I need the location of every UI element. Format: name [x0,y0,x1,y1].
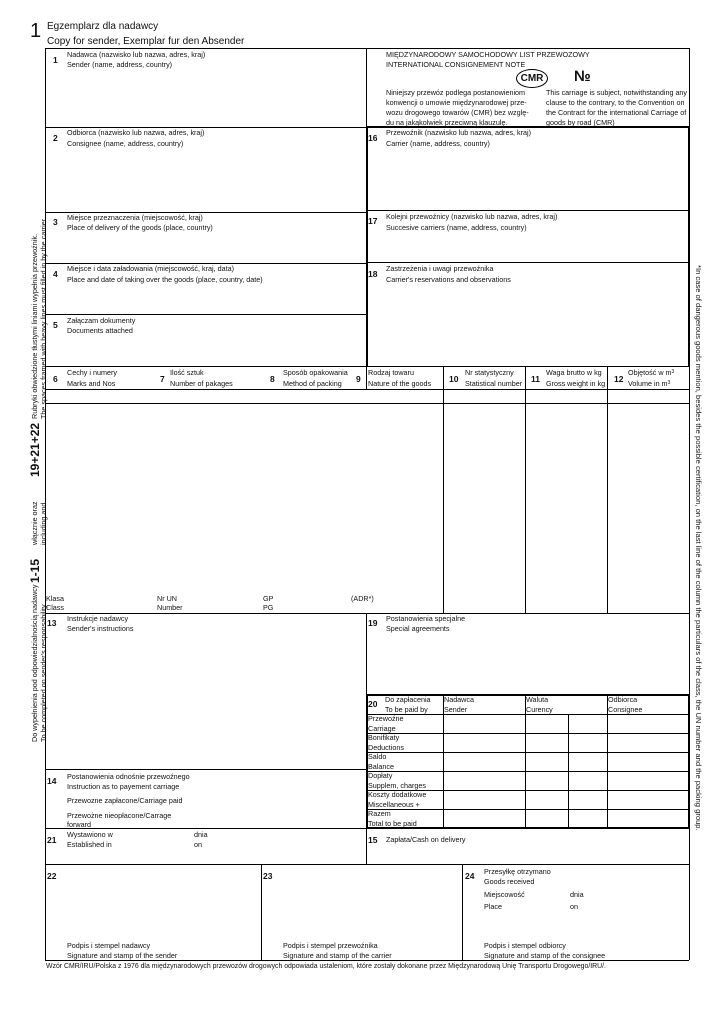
field-17-label-pl: Kolejni przewoźnicy (nazwisko lub nazwa, adres, kraj) [386,212,558,221]
cmr-clause-pl-4: du na jakąkolwiek przeciwną klauzulę. [386,118,508,127]
payment-row-carriage-pl: Przewoźne [368,714,404,723]
field-24-number: 24 [465,871,475,881]
col-12-number: 12 [614,374,624,384]
field-24-sig-pl: Podpis i stempel odbiorcy [484,941,566,950]
col-6-label-en: Marks and Nos [67,379,116,388]
col-9-label-en: Nature of the goods [368,379,432,388]
field-19-number: 19 [368,618,378,628]
field-20-number: 20 [368,699,378,709]
field-16-label-pl: Przewoźnik (nazwisko lub nazwa, adres, kraj) [386,128,532,137]
field-3-number: 3 [53,217,58,227]
cmr-title-pl: MIĘDZYNARODOWY SAMOCHODOWY LIST PRZEWOZOWY [386,50,590,59]
form-title-pl: Egzemplarz dla nadawcy [47,21,159,32]
cmr-title-en: INTERNATIONAL CONSIGNEMENT NOTE [386,60,526,69]
col-6-label-pl: Cechy i numery [67,368,117,377]
margin-heavy-lines-pl: Rubryki obwiedzione tłustymi liniami wypełnia przewoźnik. [30,234,39,419]
col-7-label-pl: Ilość sztuk [170,368,204,377]
col-11-label-pl: Waga brutto w kg [546,368,602,377]
field-1-label-en: Sender (name, address, country) [67,60,173,69]
col-7-label-en: Number of pakages [170,379,233,388]
margin-heavy-lines-en: The spaces framed with heavy lines must filled in by the carrier. [39,217,48,419]
payment-row-misc-en: Miscellaneous + [368,800,420,809]
col-11-number: 11 [531,374,540,384]
field-22-sig-pl: Podpis i stempel nadawcy [67,941,151,950]
divider-4-5 [45,314,366,315]
heavy-right-16-18 [688,126,690,366]
field-24-place-en: Place [484,902,502,911]
goods-col-div-9 [366,366,367,389]
volume-unit-superscript: 3 [671,369,675,375]
payment-row-5 [366,809,689,810]
margin-range-1-15: 1-15 [28,558,42,583]
volume-unit-superscript-en: 3 [667,380,671,386]
field-22-number: 22 [47,871,57,881]
frame-bottom [45,960,689,961]
cmr-logo-icon: CMR [516,69,548,88]
divider-21-22 [45,864,689,865]
goods-header-bottom [45,389,689,390]
field-17-number: 17 [368,216,378,226]
payment-row-carriage-en: Carriage [368,724,396,733]
footer-note: Wzór CMR/IRU/Polska z 1976 dla międzynarodowych przewozów drogowych odpowiada ustaleniom, które zostały dokonane przez Międzynarodową Unię Transportu Drogowego/IRU/. [46,963,606,970]
number-symbol: № [574,68,591,85]
field-23-sig-pl: Podpis i stempel przewoźnika [283,941,378,950]
copy-number: 1 [30,20,42,42]
field-24-label-en: Goods received [484,877,535,886]
col-10-number: 10 [449,374,459,384]
cmr-clause-pl-1: Niniejszy przewóz podlega postanowieniom [386,88,526,97]
adr-class-pl: Klasa [46,594,64,603]
cmr-clause-en-1: This carriage is subject, notwithstanding any [546,88,688,97]
field-22-sig-en: Signature and stamp of the sender [67,951,178,960]
divider-23-24 [462,864,463,960]
cmr-clause-pl-3: wozu drogowego towarów (CMR) bez wzglę- [386,108,529,117]
goods-col-div-11 [525,366,526,613]
col-9-number: 9 [356,374,361,384]
payment-col-sender-en: Sender [444,705,468,714]
goods-row-line [45,403,689,404]
payment-row-balance-en: Balance [368,762,394,771]
field-3-label-pl: Miejsce przeznaczenia (miejscowość, kraj) [67,213,203,222]
heavy-left-16-18 [366,126,368,366]
field-24-label-pl: Przesyłkę otrzymano [484,867,551,876]
payment-row-head [366,714,689,715]
field-2-label-en: Consignee (name, address, country) [67,139,184,148]
col-8-number: 8 [270,374,275,384]
field-19-label-pl: Postanowienia specjalne [386,614,466,623]
payment-row-total-pl: Razem [368,809,391,818]
field-18-label-pl: Zastrzeżenia i uwagi przewoźnika [386,264,494,273]
payment-to-pay-pl: Do zapłacenia [385,695,431,704]
col-8-label-pl: Sposób opakowania [283,368,348,377]
adr-un-en: Number [157,603,183,612]
field-14-carriage-forward-pl: Przewożne nieopłacone/Carrage [67,811,172,820]
cmr-clause-en-3: the Contract for the international Carriage of [546,108,687,117]
col-8-label-en: Method of packing [283,379,342,388]
field-3-label-en: Place of delivery of the goods (place, country) [67,223,213,232]
adr-class-en: Class [46,603,64,612]
payment-row-total-en: Total to be paid [368,819,417,828]
payment-col-sender-pl: Nadawca [444,695,474,704]
col-6-number: 6 [53,374,58,384]
field-21-date-en: on [194,840,202,849]
frame-left [45,48,46,960]
margin-incl-pl: włącznie oraz [30,501,39,545]
field-1-number: 1 [53,55,58,65]
field-5-label-en: Documents attached [67,326,133,335]
field-14-label-pl: Postanowienia odnośnie przewoźnego [67,772,190,781]
field-14-number: 14 [47,776,57,786]
cmr-clause-en-4: goods by road (CMR) [546,118,615,127]
margin-range-19-21-22: 19+21+22 [28,422,42,477]
field-24-place-pl: Miejscowość [484,890,525,899]
col-12-label-en: Volume in $m^3$ [628,379,671,388]
goods-bottom [45,613,689,614]
field-14-label-en: Instruction as to payement carriage [67,782,180,791]
col-9-label-pl: Rodzaj towaru [368,368,414,377]
col-10-label-pl: Nr statystyczny [465,368,514,377]
payment-col-consignee-en: Consignee [608,705,643,714]
payment-col-consignee-pl: Odbiorca [608,695,638,704]
field-24-sig-en: Signature and stamp of the consignee [484,951,606,960]
goods-header-top [45,366,689,367]
payment-row-2 [366,752,689,753]
field-24-date-en: on [570,902,578,911]
field-23-sig-en: Signature and stamp of the carrier [283,951,392,960]
divider-13-14 [45,769,366,770]
field-2-label-pl: Odbiorca (nazwisko lub nazwa, adres, kraj) [67,128,205,137]
field-13-number: 13 [47,618,57,628]
payment-row-deductions-pl: Bonifikaty [368,733,400,742]
field-24-date-pl: dnia [570,890,584,899]
field-21-label-pl: Wystawiono w [67,830,113,839]
field-14-carriage-forward-en: forward [67,820,91,829]
col-12-label-pl: Objętość w $m^3$ [628,368,675,377]
field-18-number: 18 [368,269,378,279]
field-19-label-en: Special agreements [386,624,450,633]
dangerous-goods-note: *In case of dangerous goods mention, besides the possible certification, on the last line of the column the particulars of the class, the UN number and the packing group. [694,265,703,831]
col-10-label-en: Statistical number [465,379,523,388]
divider-17-18 [366,262,689,263]
field-16-number: 16 [368,133,378,143]
field-13-label-pl: Instrukcje nadawcy [67,614,129,623]
field-17-label-en: Succesive carriers (name, address, country) [386,223,527,232]
col-11-label-en: Gross weight in kg [546,379,606,388]
field-15-number: 15 [368,835,378,845]
field-2-number: 2 [53,133,58,143]
adr-gp-en: PG [263,603,274,612]
goods-col-div-10 [443,366,444,613]
payment-row-supplem-en: Supplem, charges [368,781,426,790]
field-4-label-pl: Miejsce i data załadowania (miejscowość, kraj, data) [67,264,234,273]
margin-note-sender-en: To be completed on sender's responsability [39,604,48,742]
divider-16-17 [366,210,689,211]
divider-22-23 [261,864,262,960]
field-23-number: 23 [263,871,273,881]
payment-col-currency-pl: Waluta [526,695,549,704]
payment-row-misc-pl: Koszty dodatkowe [368,790,427,799]
field-21-label-en: Established in [67,840,112,849]
adr-un-pl: Nr UN [157,594,177,603]
field-13-label-en: Sender's instructions [67,624,134,633]
margin-note-sender-pl: Do wypełnienia pod odpowiedzialnością nadawcy [30,584,39,742]
margin-incl-en: including and [39,502,48,545]
adr-label: (ADR*) [351,594,374,603]
payment-col-currency-en: Curency [526,705,553,714]
payment-row-supplem-pl: Dopłaty [368,771,393,780]
field-1-label-pl: Nadawca (nazwisko lub nazwa, adres, kraj) [67,50,206,59]
field-14-carriage-paid: Przewozne zapłacone/Carriage paid [67,796,183,805]
col-7-number: 7 [160,374,165,384]
payment-row-balance-pl: Saldo [368,752,387,761]
payment-row-3 [366,771,689,772]
field-4-number: 4 [53,269,58,279]
field-21-date-pl: dnia [194,830,208,839]
field-21-number: 21 [47,835,57,845]
adr-gp-pl: GP [263,594,274,603]
field-15-label: Zapłata/Cash on delivery [386,835,466,844]
payment-row-deductions-en: Deductions [368,743,404,752]
payment-to-pay-en: To be paid by [385,705,428,714]
payment-row-1 [366,733,689,734]
field-16-label-en: Carrier (name, address, country) [386,139,490,148]
form-title-en: Copy for sender, Exemplar fur den Absender [47,36,245,47]
cmr-clause-en-2: clause to the contrary, to the Convention on [546,98,685,107]
field-5-number: 5 [53,320,58,330]
field-4-label-en: Place and date of taking over the goods (place, country, date) [67,275,263,284]
field-5-label-pl: Załączam dokumenty [67,316,136,325]
goods-col-div-12 [607,366,608,613]
field-18-label-en: Carrier's reservations and observations [386,275,511,284]
frame-top [45,48,689,49]
cmr-clause-pl-2: konwencji o umowie międzynarodowej prze- [386,98,527,107]
